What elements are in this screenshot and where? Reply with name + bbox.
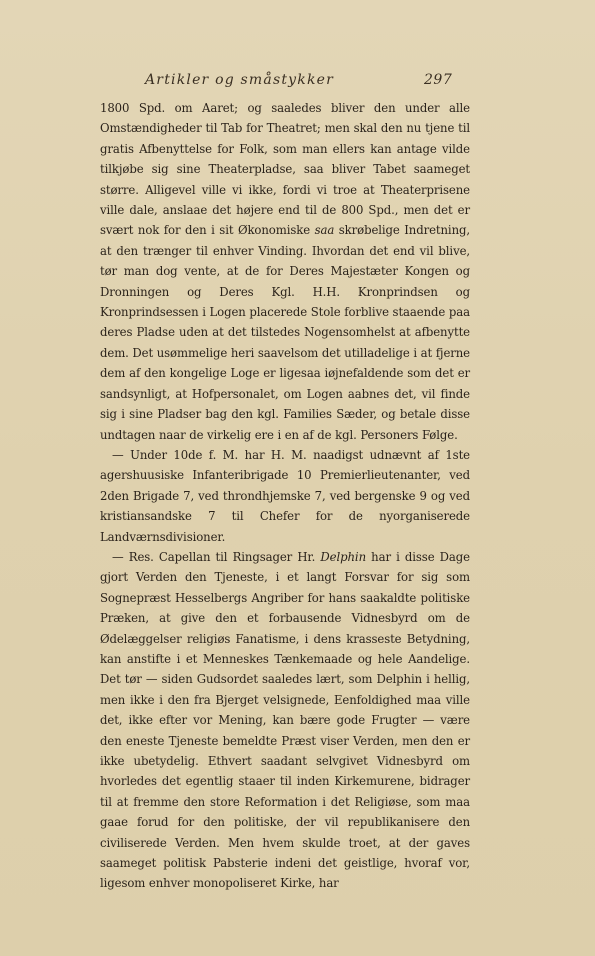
body-text — [100, 98, 470, 894]
running-title: Artikler og småstykker — [145, 72, 335, 88]
paragraph-delphin — [100, 547, 470, 894]
paragraph-theatre-seats — [100, 98, 470, 445]
paragraph-text: skrøbelige Indretning, at den trænger til enhver Vinding. Ihvordan det end vil blive, tør man dog vente, at de for Deres Majestæter Kongen og Dronningen og Deres Kgl. H.H. Kronprindsen og Kronprindsessen i Logen placerede Stole forblive staaende paa deres Pladse uden at det tilstedes Nogensomhelst at afbenytte dem. Det usømmelige heri saavelsom det utilladelige i at fjerne dem af den kongelige Loge er ligesaa iøjnefaldende som det er sandsynligt, at Hofpersonalet, om Logen aabnes det, vil finde sig i sine Pladser bag den kgl. Families Sæder, og betale disse undtagen naar de virkelig ere i en af de kgl. Personers Følge. — [100, 223, 470, 442]
paragraph-text: — Res. Capellan til Ringsager Hr. — [112, 549, 321, 564]
page-number: 297 — [424, 72, 453, 88]
running-head — [0, 70, 595, 92]
emphasis-text: saa — [314, 223, 335, 238]
paragraph-text: 1800 Spd. om Aaret; og saaledes bliver den under alle Omstændigheder til Tab for Theatret; men skal den nu tjene til gratis Afbenyttelse for Folk, som man ellers kan antage vilde tilkjøbe sig sine Theaterpladse, saa bliver Tabet saameget større. Alligevel ville vi ikke, fordi vi troe at Theaterprisene ville dale, anslaae det højere end til de 800 Spd., men det er svært nok for den i sit Økonomiske — [100, 101, 470, 238]
emphasis-name: Delphin — [320, 549, 366, 564]
paragraph-text: har i disse Dage gjort Verden den Tjeneste, i et langt Forsvar for sig som Sognepræst Hesselbergs Angriber for hans saakaldte politiske Præken, at give den et forbausende Vidnesbyrd om de Ødelæggelser religiøs Fanatisme, i dens krasseste Betydning, kan anstifte i et Menneskes Tænkemaade og hele Aandelige. Det tør — siden Gudsordet saaledes lært, som Delphin i hellig, men ikke i den fra Bjerget velsignede, Eenfoldighed maa ville det, ikke efter vor Mening, kan bære gode Frugter — være den eneste Tjeneste bemeldte Præst viser Verden, men den er ikke ubetydelig. Ethvert saadant selvgivet Vidnesbyrd om hvorledes det egentlig staaer til inden Kirkemurene, bidrager til at fremme den store Reformation i det Religiøse, som maa gaae forud for den politiske, der vil republikanisere den civiliserede Verden. Men hvem skulde troet, at der gaves saameget politisk Pabsterie indeni det geistlige, hvoraf vor, ligesom enhver monopoliseret Kirke, har — [100, 549, 470, 891]
paragraph-appointments: — Under 10de f. M. har H. M. naadigst udnævnt af 1ste agershuusiske Infanteribrigade 10 Premierlieutenanter, ved 2den Brigade 7, ved throndhjemske 7, ved bergenske 9 og ved kristiansandske 7 til Chefer for de nyorganiserede Landværnsdivisioner. — [100, 447, 470, 544]
